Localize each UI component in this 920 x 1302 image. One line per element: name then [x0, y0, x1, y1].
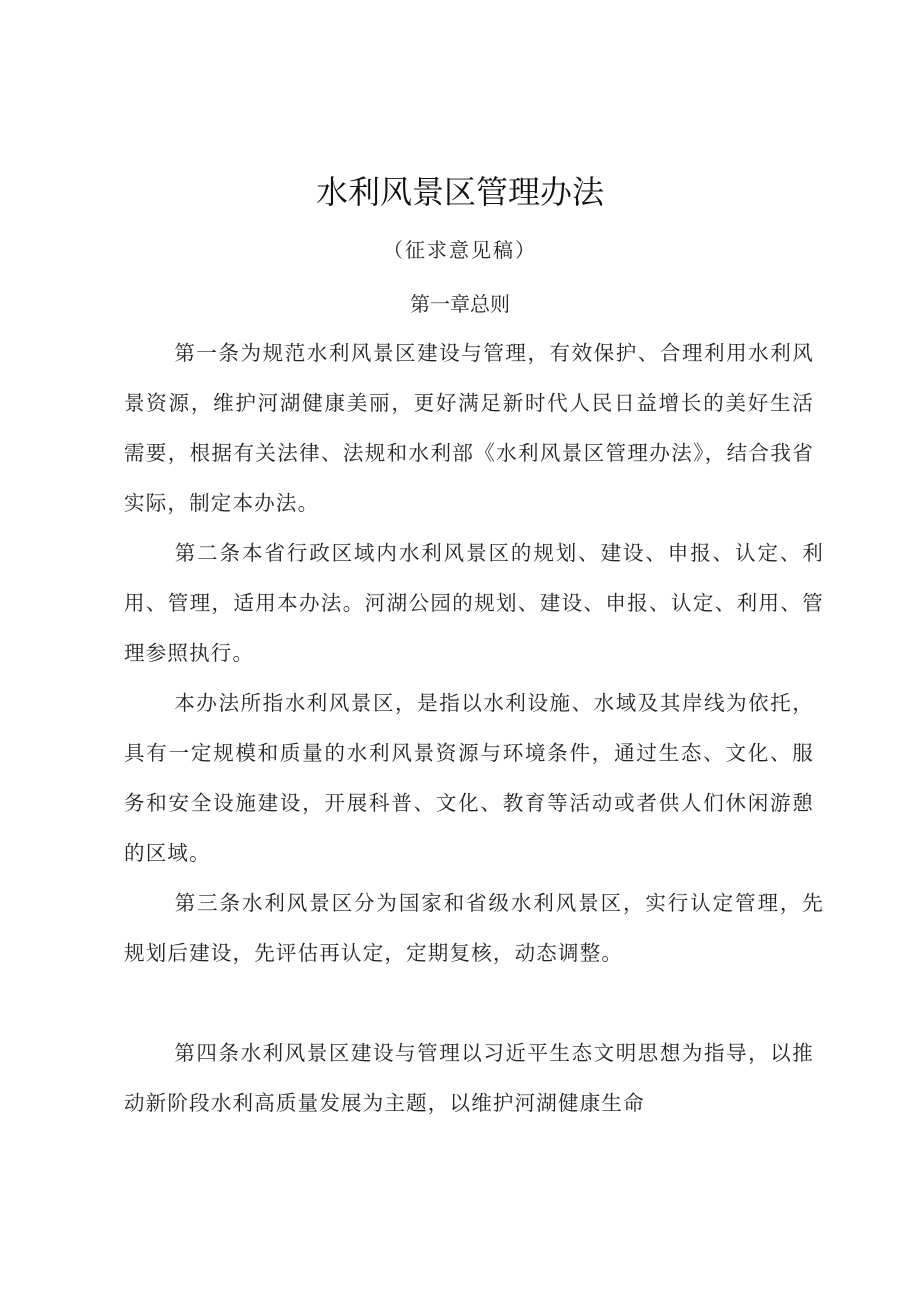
paragraph-text: 第二条本省行政区域内水利风景区的规划、建设、申报、认定、利用、管理，适用本办法。河湖公园的规划、建设、申报、认定、利用、管理参照执行。: [124, 541, 824, 665]
document-subtitle: （征求意见稿）: [383, 238, 537, 262]
paragraph-text: 第一条为规范水利风景区建设与管理，有效保护、合理利用水利风景资源，维护河湖健康美丽，更好满足新时代人民日益增长的美好生活需要，根据有关法律、法规和水利部《水利风景区管理办法》，结合我省实际，制定本办法。: [124, 341, 814, 515]
document-title: 水利风景区管理办法: [315, 173, 604, 211]
paragraph-article-2: [124, 528, 824, 678]
paragraph-article-3: [124, 878, 824, 978]
paragraph-article-4: [124, 1028, 814, 1128]
paragraph-article-1: [124, 328, 814, 528]
paragraph-text: 第三条水利风景区分为国家和省级水利风景区，实行认定管理，先规划后建设，先评估再认定，定期复核，动态调整。: [124, 891, 824, 965]
paragraph-text: 第四条水利风景区建设与管理以习近平生态文明思想为指导，以推动新阶段水利高质量发展为主题，以维护河湖健康生命: [124, 1041, 814, 1115]
paragraph-definition: [124, 678, 814, 878]
chapter-heading: 第一章总则: [410, 292, 510, 316]
paragraph-text: 本办法所指水利风景区，是指以水利设施、水域及其岸线为依托，具有一定规模和质量的水利风景资源与环境条件，通过生态、文化、服务和安全设施建设，开展科普、文化、教育等活动或者供人们休闲游憩的区域。: [124, 691, 814, 865]
